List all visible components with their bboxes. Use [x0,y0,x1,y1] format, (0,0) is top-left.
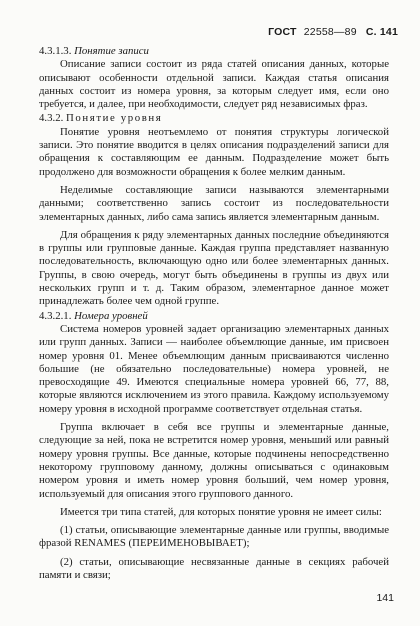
paragraph: Описание записи состоит из ряда статей описания данных, которые описывают особенности отдельной записи. Каждая статья описания данных состоит из номера уровня, за которым следует имя, если оно требуется, и далее, при необходимости, следует ряд независимых фраз. [39,58,389,111]
paragraph: Понятие уровня неотъемлемо от понятия структуры логической записи. Это понятие вводится в целях описания подразделений записи для обращения к составляющим ее данным. Подразделение может быть продолжено для возможности обращения к более мелким данным. [39,125,389,178]
paragraph: Для обращения к ряду элементарных данных последние объединяются в группы или групповые данные. Каждая группа представляет названную последовательность, включающую одно или более элементарных данных. Группы, в свою очередь, могут быть объединены в группы из двух или нескольких групп и т. д. Таким образом, элементарное данное может принадлежать более чем одной группе. [39,228,389,308]
paragraph: (2) статьи, описывающие несвязанные данные в секциях рабочей памяти и связи; [39,555,389,581]
section-heading [39,310,389,323]
paragraph: Неделимые составляющие записи называются элементарными данными; соответственно запись состоит из последовательности элементарных данных, либо сама запись является элементарным данным. [39,183,389,223]
standard-code: ГОСТ [268,26,297,38]
paragraph: Имеется три типа статей, для которых понятие уровня не имеет силы: [60,505,382,518]
section-heading [39,45,389,58]
page-number: 141 [376,592,394,604]
section-title: Понятие записи [74,45,149,57]
section-number: 4.3.1.3. [39,45,72,57]
section-heading [39,112,389,125]
document-body [39,44,389,582]
section-number: 4.3.2. [39,112,64,125]
section-title: Понятие уровня [66,112,163,125]
sheet-label: С. 141 [365,26,398,38]
section-number: 4.3.2.1. [39,309,72,322]
section-title: Номера уровней [74,309,148,322]
standard-number: 22558—89 [303,26,357,38]
page-header [268,26,398,38]
paragraph: Система номеров уровней задает организацию элементарных данных или групп данных. Записи — наиболее объемлющие данные, им присвоен номер уровня 01. Менее объемлющим данным присваиваются численно большие (не обязательно последовательные) номера уровней, не превосходящие 49. Имеются специальные номера уровней 66, 77, 88, которые являются исключением из этого правила. Каждому используемому номеру уровня в исходной программе соответствует отдельная статья. [39,322,389,415]
paragraph: (1) статьи, описывающие элементарные данные или группы, вводимые фразой RENAMES (ПЕРЕИМЕНОВЫВАЕТ); [39,524,389,550]
paragraph: Группа включает в себя все группы и элементарные данные, следующие за ней, пока не встретится номер уровня, меньший или равный номеру уровня группы. Все данные, которые подчинены непосредственно некоторому групповому данному, должны описываться с одинаковым номером уровня и иметь номер уровня больший, чем номер уровня, используемый для описания этого группового данного. [39,421,389,500]
